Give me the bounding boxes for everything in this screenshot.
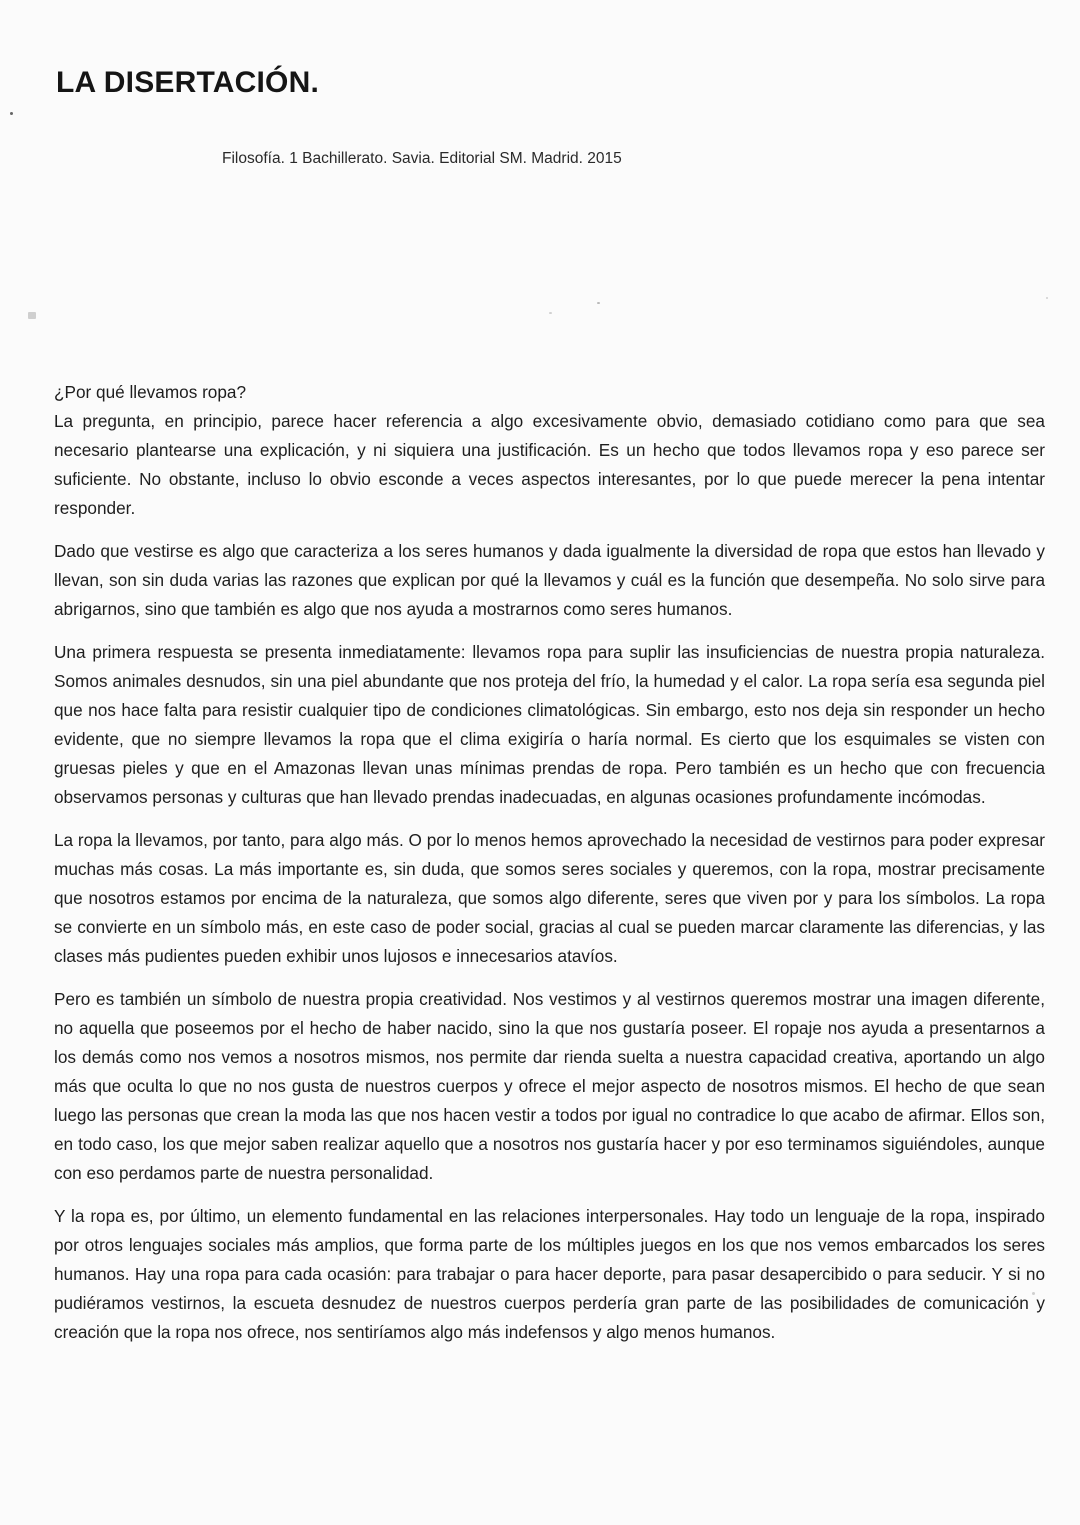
body-paragraph: Pero es también un símbolo de nuestra propia creatividad. Nos vestimos y al vestirnos queremos mostrar una imagen diferente, no aquella que poseemos por el hecho de haber nacido, sino la que nos gustaría poseer. El ropaje nos ayuda a presentarnos a los demás como nos vemos a nosotros mismos, nos permite dar rienda suelta a nuestra capacidad creativa, aportando un algo más que oculta lo que no nos gusta de nuestros cuerpos y ofrece el mejor aspecto de nosotros mismos. El hecho de que sean luego las personas que crean la moda las que nos hacen vestir a todos por igual no contradice lo que acabo de afirmar. Ellos son, en todo caso, los que mejor saben realizar aquello que a nosotros nos gustaría hacer y por eso terminamos siguiéndoles, aunque con eso perdamos parte de nuestra personalidad. [54, 989, 1045, 1183]
scan-speck [28, 312, 36, 319]
scan-speck [10, 112, 13, 115]
scan-speck [549, 312, 552, 314]
body-paragraph: La ropa la llevamos, por tanto, para algo más. O por lo menos hemos aprovechado la necesidad de vestirnos para poder expresar muchas más cosas. La más importante es, sin duda, que somos seres sociales y queremos, con la ropa, mostrar precisamente que nosotros estamos por encima de la naturaleza, que somos algo diferente, seres que viven por y para los símbolos. La ropa se convierte en un símbolo más, en este caso de poder social, gracias al cual se pueden marcar claramente las diferencias, y las clases más pudientes pueden exhibir unos lujosos e innecesarios atavíos. [54, 830, 1045, 966]
body-paragraph: Dado que vestirse es algo que caracteriza a los seres humanos y dada igualmente la diversidad de ropa que estos han llevado y llevan, son sin duda varias las razones que explican por qué la llevamos y cuál es la función que desempeña. No solo sirve para abrigarnos, sino que también es algo que nos ayuda a mostrarnos como seres humanos. [54, 541, 1045, 619]
essay-question: ¿Por qué llevamos ropa? [54, 382, 247, 402]
document-body [54, 378, 1045, 1361]
source-citation: Filosofía. 1 Bachillerato. Savia. Editorial SM. Madrid. 2015 [222, 150, 622, 167]
scan-speck [1046, 297, 1048, 299]
scan-speck [597, 302, 600, 304]
document-title: LA DISERTACIÓN. [56, 66, 319, 99]
body-paragraph: Y la ropa es, por último, un elemento fundamental en las relaciones interpersonales. Hay todo un lenguaje de la ropa, inspirado por otros lenguajes sociales más amplios, que forma parte de los múltiples juegos en los que nos vemos embarcados los seres humanos. Hay una ropa para cada ocasión: para trabajar o para hacer deporte, para pasar desapercibido o para seducir. Y si no pudiéramos vestirnos, la escueta desnudez de nuestros cuerpos perdería gran parte de las posibilidades de comunicación y creación que la ropa nos ofrece, nos sentiríamos algo más indefensos y algo menos humanos. [54, 1206, 1045, 1342]
body-paragraph: Una primera respuesta se presenta inmediatamente: llevamos ropa para suplir las insuficiencias de nuestra propia naturaleza. Somos animales desnudos, sin una piel abundante que nos proteja del frío, la humedad y el calor. La ropa sería esa segunda piel que nos hace falta para resistir cualquier tipo de condiciones climatológicas. Sin embargo, esto nos deja sin responder un hecho evidente, que no siempre llevamos la ropa que el clima exigiría o haría normal. Es cierto que los esquimales se visten con gruesas pieles y que en el Amazonas llevan unas mínimas prendas de ropa. Pero también es un hecho que con frecuencia observamos personas y culturas que han llevado prendas inadecuadas, en algunas ocasiones profundamente incómodas. [54, 642, 1045, 807]
body-paragraph: La pregunta, en principio, parece hacer referencia a algo excesivamente obvio, demasiado cotidiano como para que sea necesario plantearse una explicación, y ni siquiera una justificación. Es un hecho que todos llevamos ropa y eso parece ser suficiente. No obstante, incluso lo obvio esconde a veces aspectos interesantes, por lo que puede merecer la pena intentar responder. [54, 411, 1045, 518]
